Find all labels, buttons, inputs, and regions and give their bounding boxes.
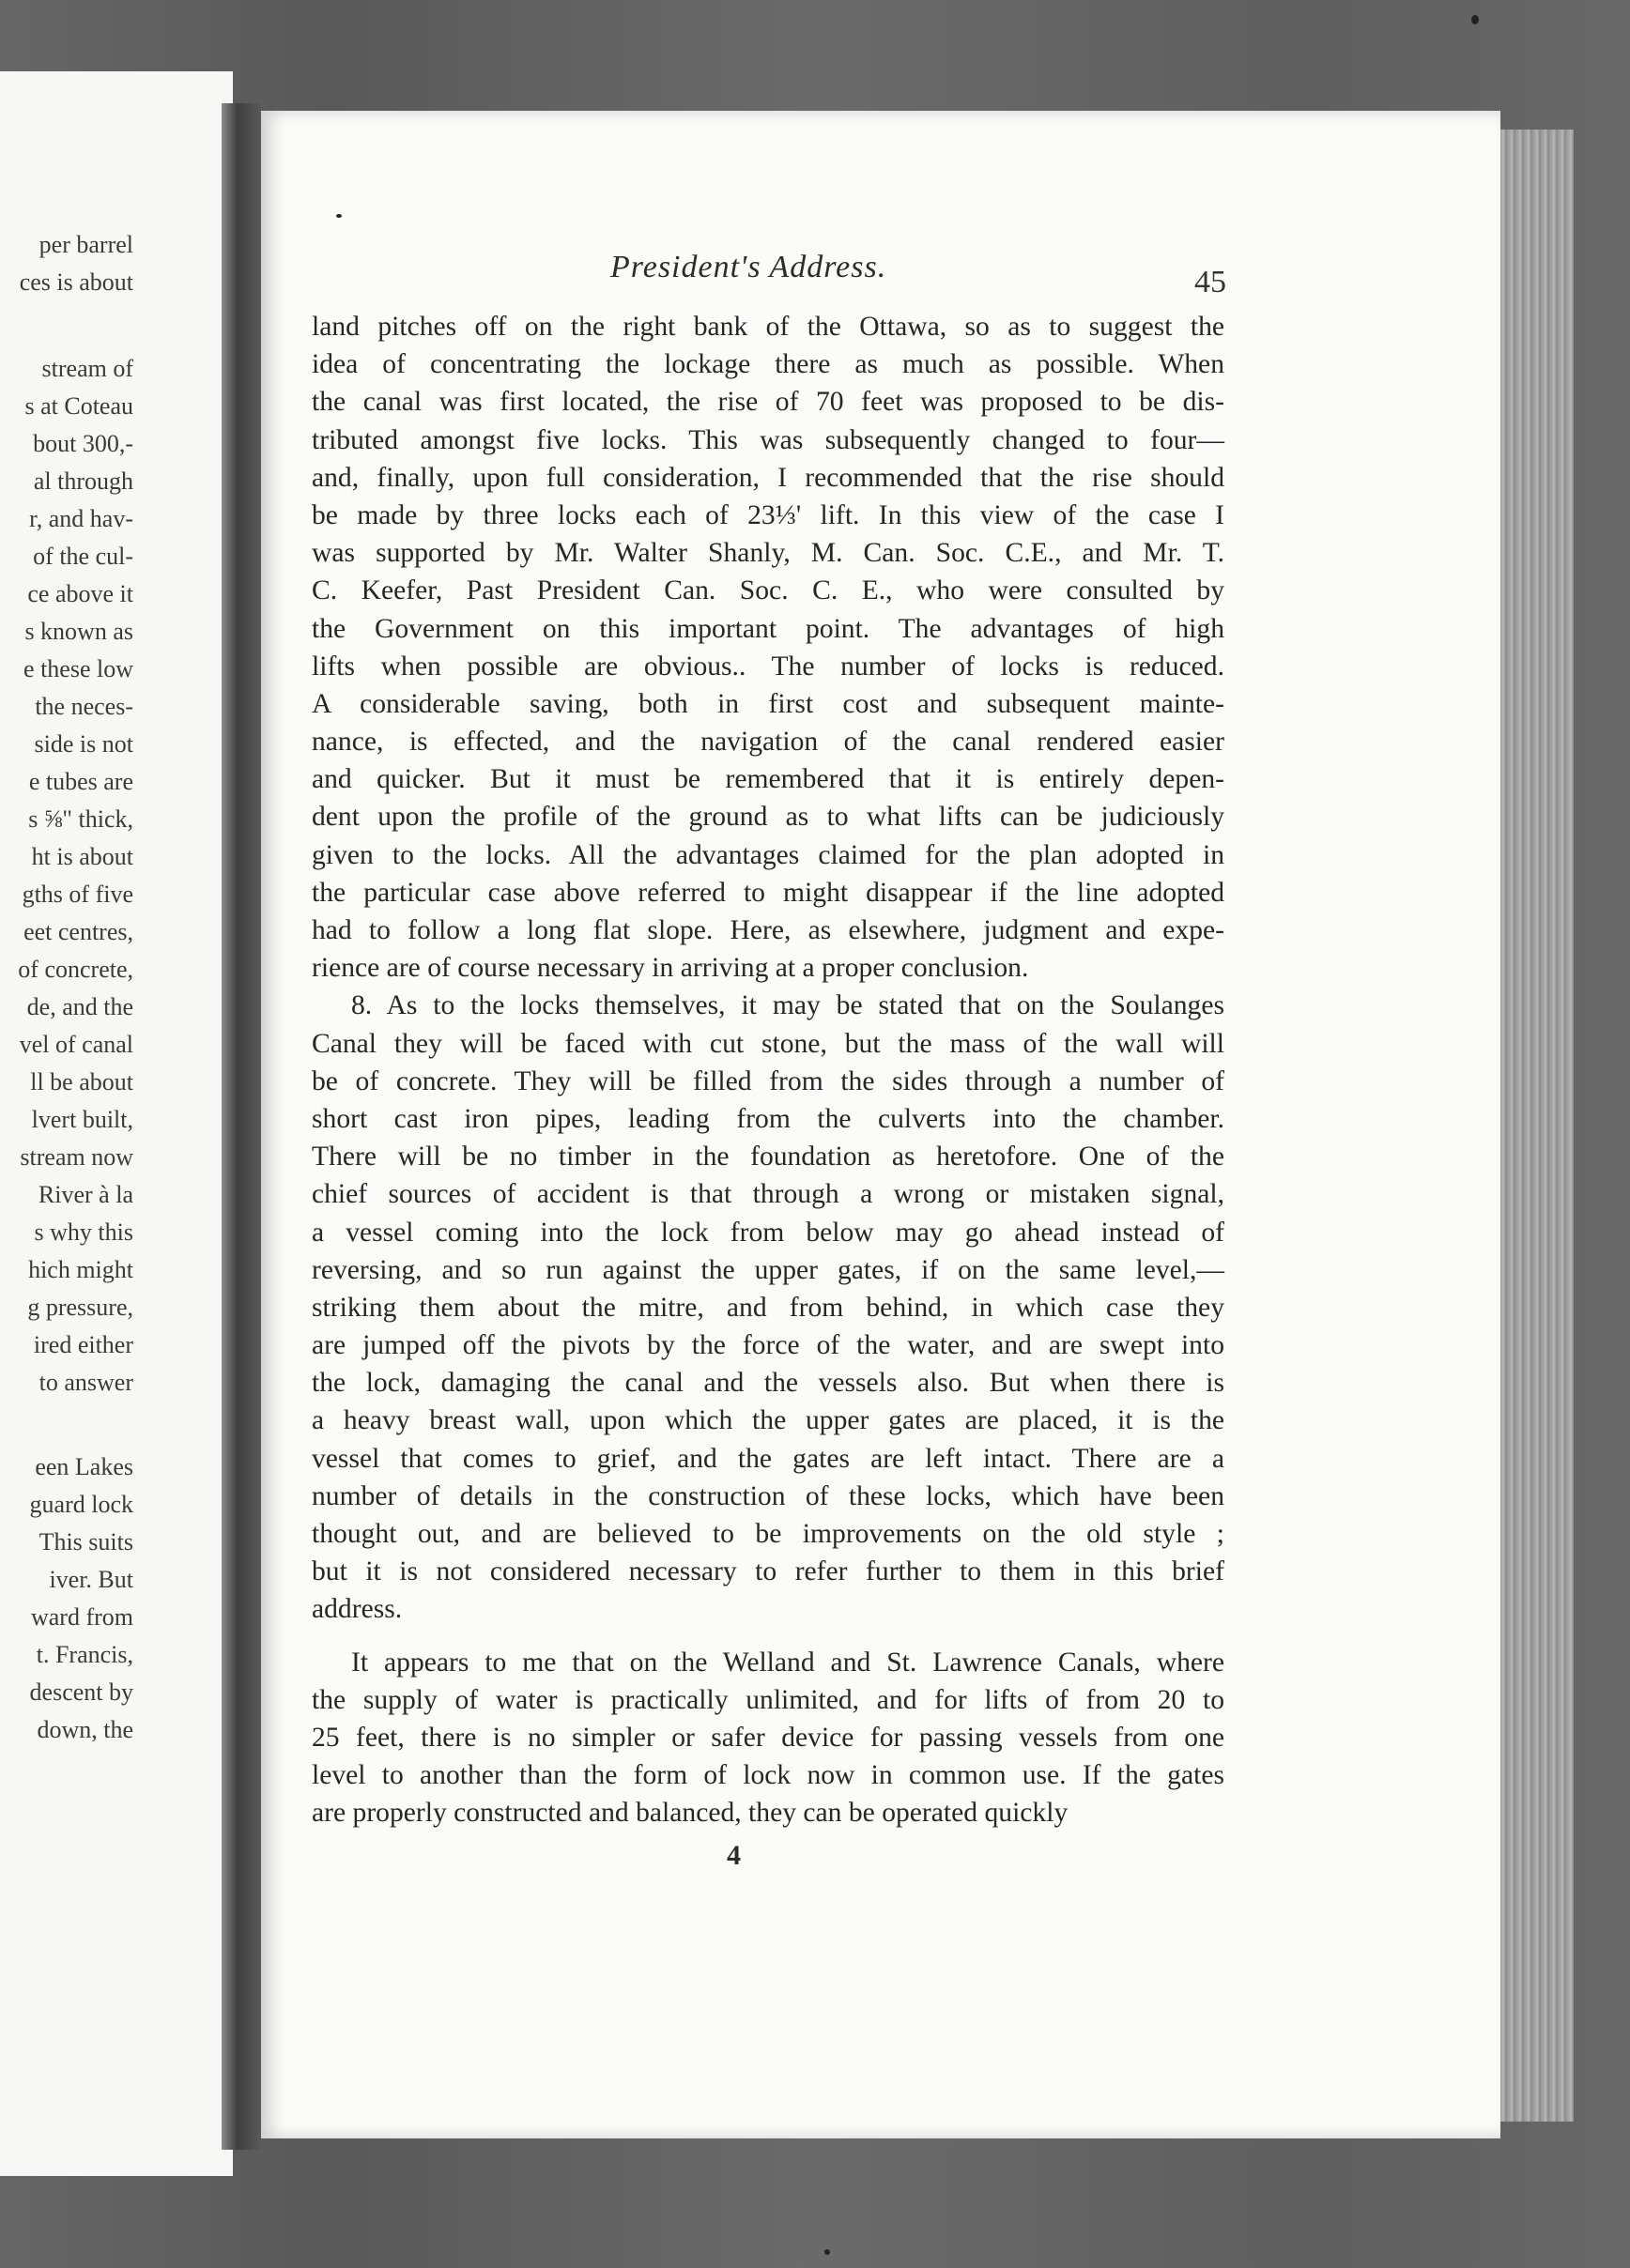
text-line: the supply of water is practically unlimited, and for lifts of from 20 to	[312, 1684, 1224, 1715]
left-page-line: s why this	[34, 1218, 133, 1246]
left-page-line: s known as	[24, 618, 133, 645]
text-line: a heavy breast wall, upon which the upper gates are placed, it is the	[312, 1405, 1224, 1436]
left-page-line: r, and hav-	[29, 505, 133, 532]
left-page-line: the neces-	[35, 693, 133, 720]
signature-mark: 4	[727, 1840, 741, 1871]
text-line: level to another than the form of lock now in common use. If the gates	[312, 1760, 1224, 1791]
left-page-line: bout 300,-	[33, 430, 133, 457]
left-page-line: descent by	[29, 1678, 133, 1706]
text-line: nance, is effected, and the navigation of the canal rendered easier	[312, 727, 1224, 758]
left-page-line: ired either	[33, 1331, 133, 1358]
text-line: had to follow a long flat slope. Here, as elsewhere, judgment and expe-	[312, 915, 1224, 945]
text-line: the canal was first located, the rise of 70 feet was proposed to be dis-	[312, 387, 1224, 418]
left-page-line: t. Francis,	[36, 1641, 133, 1668]
text-line: the particular case above referred to might disappear if the line adopted	[312, 877, 1224, 908]
body-text	[312, 308, 1224, 1832]
left-page-line: hich might	[28, 1256, 133, 1283]
text-line: short cast iron pipes, leading from the culverts into the chamber.	[312, 1103, 1224, 1134]
dust-speck	[336, 214, 342, 218]
left-page-line: per barrel	[38, 231, 133, 258]
text-line: striking them about the mitre, and from behind, in which case they	[312, 1292, 1224, 1323]
book-gutter	[222, 103, 261, 2150]
text-line: be made by three locks each of 23⅓' lift. In this view of the case I	[312, 499, 1224, 530]
left-page-line: ll be about	[30, 1068, 133, 1096]
text-line: but it is not considered necessary to refer further to them in this brief	[312, 1556, 1224, 1587]
left-page-line: ces is about	[19, 268, 133, 296]
text-line: idea of concentrating the lockage there as much as possible. When	[312, 349, 1224, 380]
text-line: reversing, and so run against the upper gates, if on the same level,—	[312, 1254, 1224, 1285]
text-line: and quicker. But it must be remembered that it is entirely depen-	[312, 764, 1224, 795]
text-line: given to the locks. All the advantages claimed for the plan adopted in	[312, 839, 1224, 870]
left-page-fragment	[0, 71, 233, 2176]
text-line: the lock, damaging the canal and the vessels also. But when there is	[312, 1368, 1224, 1399]
left-page-line: g pressure,	[27, 1294, 133, 1321]
left-page-line: ht is about	[31, 843, 133, 870]
left-page-line: e tubes are	[28, 768, 133, 795]
left-page-line: al through	[33, 467, 133, 495]
text-line: rience are of course necessary in arriving at a proper conclusion.	[312, 953, 1029, 984]
text-line: A considerable saving, both in first cost and subsequent mainte-	[312, 688, 1224, 719]
text-line: chief sources of accident is that through a wrong or mistaken signal,	[312, 1179, 1224, 1210]
text-line: tributed amongst five locks. This was subsequently changed to four—	[312, 424, 1224, 455]
left-page-line: stream now	[20, 1143, 133, 1171]
left-page-line: down, the	[37, 1716, 133, 1743]
text-line: address.	[312, 1594, 403, 1625]
left-page-line: to answer	[38, 1369, 133, 1396]
text-line: thought out, and are believed to be improvements on the old style ;	[312, 1519, 1224, 1549]
text-line: It appears to me that on the Welland and St. Lawrence Canals, where	[351, 1647, 1224, 1678]
dust-speck	[824, 2249, 830, 2255]
text-line: and, finally, upon full consideration, I recommended that the rise should	[312, 462, 1224, 493]
text-line: vessel that comes to grief, and the gates are left intact. There are a	[312, 1443, 1224, 1474]
left-page-line: guard lock	[29, 1491, 133, 1518]
text-line: land pitches off on the right bank of the Ottawa, so as to suggest the	[312, 312, 1224, 342]
left-page-line: vel of canal	[19, 1031, 133, 1058]
text-line: are jumped off the pivots by the force of the water, and are swept into	[312, 1330, 1224, 1361]
text-line: There will be no timber in the foundation as heretofore. One of the	[312, 1142, 1224, 1172]
paragraph-gap	[312, 1629, 1224, 1644]
dust-speck	[1471, 15, 1479, 24]
left-page-line: This suits	[38, 1528, 133, 1555]
text-line: be of concrete. They will be filled from the sides through a number of	[312, 1065, 1224, 1096]
running-head: President's Address.	[610, 250, 887, 284]
page-number: 45	[1194, 265, 1226, 299]
left-page-line: iver. But	[49, 1566, 133, 1593]
text-line: the Government on this important point. The advantages of high	[312, 613, 1224, 644]
text-line: 25 feet, there is no simpler or safer device for passing vessels from one	[312, 1722, 1224, 1753]
left-page-line: een Lakes	[35, 1453, 133, 1480]
left-page-line: gths of five	[22, 881, 133, 908]
text-line: a vessel coming into the lock from below may go ahead instead of	[312, 1217, 1224, 1248]
left-page-line: stream of	[41, 355, 133, 382]
left-page-line: ward from	[30, 1603, 133, 1631]
page-edges	[1500, 130, 1574, 2122]
text-line: 8. As to the locks themselves, it may be stated that on the Soulanges	[351, 990, 1224, 1021]
text-line: number of details in the construction of these locks, which have been	[312, 1480, 1224, 1511]
text-line: was supported by Mr. Walter Shanly, M. Can. Soc. C.E., and Mr. T.	[312, 538, 1224, 569]
left-page-line: eet centres,	[23, 918, 133, 945]
left-page-line: of concrete,	[18, 956, 133, 983]
left-page-line: s ⅝" thick,	[28, 805, 133, 833]
text-line: C. Keefer, Past President Can. Soc. C. E., who were consulted by	[312, 575, 1224, 606]
text-line: Canal they will be faced with cut stone, but the mass of the wall will	[312, 1028, 1224, 1059]
left-page-line: River à la	[38, 1181, 133, 1208]
text-line: dent upon the profile of the ground as to what lifts can be judiciously	[312, 802, 1224, 833]
left-page-line: of the cul-	[33, 543, 133, 570]
text-line: are properly constructed and balanced, they can be operated quickly	[312, 1798, 1069, 1829]
left-page-line: ce above it	[27, 580, 133, 607]
left-page-line: e these low	[23, 655, 133, 682]
left-page-line: side is not	[34, 730, 133, 758]
left-page-line: s at Coteau	[24, 392, 133, 420]
text-line: lifts when possible are obvious.. The number of locks is reduced.	[312, 651, 1224, 682]
left-page-line: lvert built,	[31, 1106, 133, 1133]
left-page-line: de, and the	[26, 993, 133, 1020]
